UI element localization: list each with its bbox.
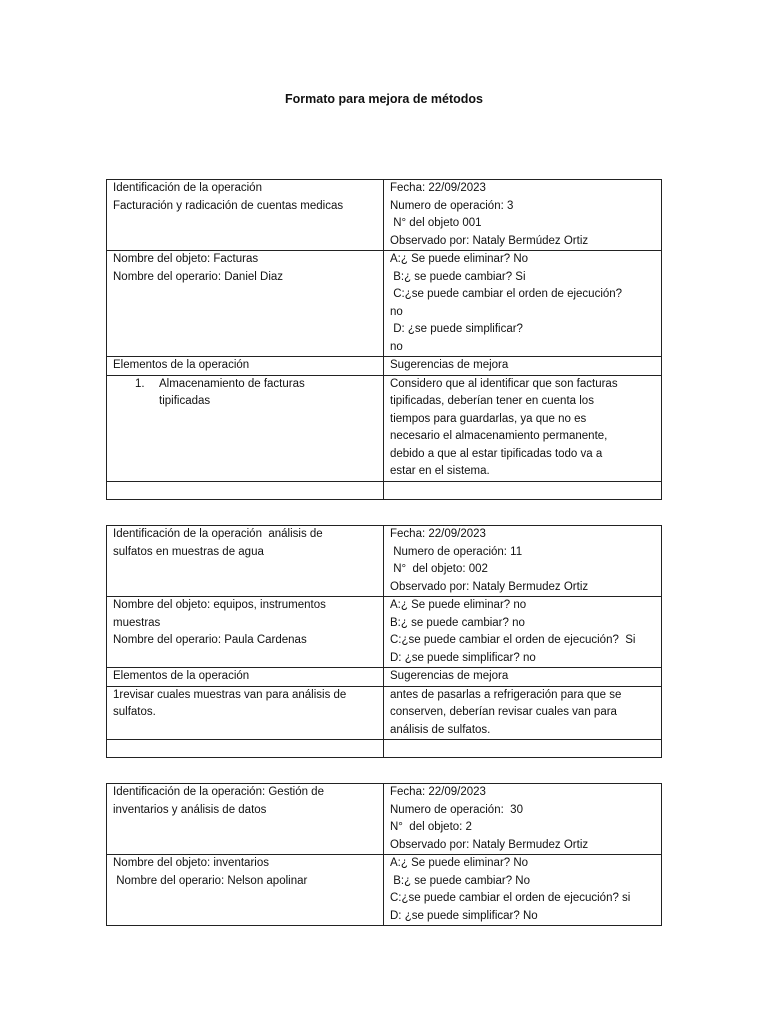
text-line: Fecha: 22/09/2023	[390, 528, 486, 540]
text-line: Identificación de la operación	[113, 182, 262, 194]
text-line: Nombre del objeto: Facturas	[113, 253, 259, 265]
text-line: muestras	[113, 616, 161, 629]
text-line: estar en el sistema.	[390, 465, 490, 477]
operation-data-cell	[384, 784, 662, 855]
suggestions-cell	[384, 375, 662, 481]
operation-data-cell	[384, 180, 662, 251]
text-line: tiempos para guardarlas, ya que no es	[390, 412, 587, 425]
text-line: D: ¿se puede simplificar?	[390, 323, 523, 335]
elements-cell	[107, 686, 384, 740]
form-row-identification	[107, 784, 662, 855]
text-line: A:¿ Se puede eliminar? No	[390, 857, 529, 869]
form-row-content	[107, 375, 662, 481]
suggestions-header	[384, 357, 662, 376]
text-line: no	[390, 305, 403, 318]
text-line: Sugerencias de mejora	[390, 359, 509, 371]
text-line: Numero de operación: 11	[390, 545, 523, 558]
text-line: Considero que al identificar que son facturas	[390, 377, 618, 390]
text-line: N° del objeto: 002	[390, 563, 488, 575]
text-line: Nombre del objeto: equipos, instrumentos	[113, 599, 326, 611]
text-line: B:¿ se puede cambiar? no	[390, 616, 525, 629]
text-line: D: ¿se puede simplificar? No	[390, 909, 538, 922]
text-line: A:¿ Se puede eliminar? no	[390, 599, 527, 611]
operation-identification-cell	[107, 526, 384, 597]
text-line: sulfatos.	[113, 706, 156, 718]
operation-identification-cell	[107, 784, 384, 855]
empty-cell	[107, 740, 384, 758]
suggestions-cell	[384, 686, 662, 740]
item-text	[159, 376, 305, 411]
text-line: tipificadas, deberían tener en cuenta los	[390, 395, 594, 407]
text-line: Identificación de la operación: Gestión de	[113, 786, 324, 798]
text-line: debido a que al estar tipificadas todo va a	[390, 447, 603, 460]
operation-identification-cell	[107, 180, 384, 251]
text-line: Nombre del operario: Daniel Diaz	[113, 270, 284, 283]
text-line: análisis de sulfatos.	[390, 723, 491, 736]
text-line: Observado por: Nataly Bermudez Ortiz	[390, 580, 589, 593]
text-line: inventarios y análisis de datos	[113, 803, 267, 816]
text-line: sulfatos en muestras de agua	[113, 545, 264, 558]
object-operator-cell	[107, 855, 384, 926]
text-line: Elementos de la operación	[113, 359, 250, 371]
method-form-2	[106, 525, 662, 758]
suggestions-header	[384, 668, 662, 687]
text-line: C:¿se puede cambiar el orden de ejecución? si	[390, 892, 631, 904]
text-line: Observado por: Nataly Bermudez Ortiz	[390, 838, 589, 851]
elements-cell	[107, 375, 384, 481]
text-line: tipificadas	[159, 395, 211, 407]
text-line: Numero de operación: 3	[390, 199, 514, 212]
text-line: B:¿ se puede cambiar? No	[390, 874, 530, 887]
text-line: Numero de operación: 30	[390, 803, 523, 816]
method-form-1	[106, 179, 662, 500]
form-row-empty	[107, 481, 662, 499]
questions-cell	[384, 251, 662, 357]
text-line: C:¿se puede cambiar el orden de ejecución?	[390, 288, 623, 300]
form-row-identification	[107, 526, 662, 597]
empty-cell	[384, 481, 662, 499]
text-line: Fecha: 22/09/2023	[390, 786, 486, 798]
text-line: Nombre del operario: Nelson apolinar	[113, 874, 308, 887]
object-operator-cell	[107, 597, 384, 668]
form-row-object	[107, 855, 662, 926]
text-line: Fecha: 22/09/2023	[390, 182, 486, 194]
form-row-empty	[107, 740, 662, 758]
text-line: C:¿se puede cambiar el orden de ejecución? Si	[390, 634, 636, 646]
text-line: 1revisar cuales muestras van para análisis de	[113, 688, 347, 701]
text-line: Observado por: Nataly Bermúdez Ortiz	[390, 234, 589, 247]
form-row-content	[107, 686, 662, 740]
object-operator-cell	[107, 251, 384, 357]
text-line: N° del objeto: 2	[390, 821, 472, 833]
form-row-object	[107, 251, 662, 357]
text-line: Elementos de la operación	[113, 670, 250, 682]
empty-cell	[384, 740, 662, 758]
text-line: N° del objeto 001	[390, 217, 482, 229]
text-line: Facturación y radicación de cuentas medicas	[113, 199, 344, 212]
form-row-headers	[107, 668, 662, 687]
method-form-3	[106, 783, 662, 926]
elements-header	[107, 668, 384, 687]
form-row-identification	[107, 180, 662, 251]
numbered-item	[113, 376, 377, 411]
form-row-object	[107, 597, 662, 668]
form-row-headers	[107, 357, 662, 376]
text-line: necesario el almacenamiento permanente,	[390, 430, 608, 442]
text-line: A:¿ Se puede eliminar? No	[390, 253, 529, 265]
text-line: conserven, deberían revisar cuales van para	[390, 706, 617, 718]
elements-header	[107, 357, 384, 376]
text-line: D: ¿se puede simplificar? no	[390, 651, 536, 664]
questions-cell	[384, 855, 662, 926]
page-title: Formato para mejora de métodos	[285, 92, 483, 106]
questions-cell	[384, 597, 662, 668]
text-line: Identificación de la operación análisis de	[113, 528, 323, 540]
text-line: Nombre del objeto: inventarios	[113, 857, 269, 869]
empty-cell	[107, 481, 384, 499]
text-line: no	[390, 340, 403, 353]
item-number: 1.	[135, 377, 145, 390]
text-line: Nombre del operario: Paula Cardenas	[113, 634, 307, 646]
text-line: B:¿ se puede cambiar? Si	[390, 270, 526, 283]
operation-data-cell	[384, 526, 662, 597]
text-line: Sugerencias de mejora	[390, 670, 509, 682]
text-line: antes de pasarlas a refrigeración para que se	[390, 688, 622, 701]
text-line: Almacenamiento de facturas	[159, 377, 305, 390]
